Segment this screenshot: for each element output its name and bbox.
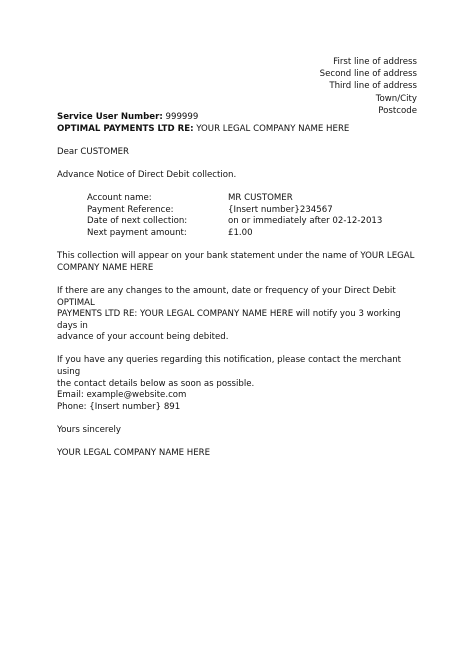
payment-details bbox=[87, 193, 419, 239]
paragraph-line: advance of your account being debited. bbox=[57, 332, 229, 343]
queries-paragraph bbox=[57, 355, 419, 413]
detail-row bbox=[87, 205, 419, 217]
changes-paragraph bbox=[57, 286, 419, 344]
paragraph-line: the contact details below as soon as possible. bbox=[57, 378, 255, 389]
address-line-3: Third line of address bbox=[329, 81, 417, 92]
re-company-name: YOUR LEGAL COMPANY NAME HERE bbox=[196, 123, 350, 134]
paragraph-line: This collection will appear on your bank statement under the name of YOUR LEGAL bbox=[57, 251, 415, 262]
service-user-number: 999999 bbox=[165, 112, 199, 122]
salutation: Dear CUSTOMER bbox=[57, 146, 130, 157]
detail-row bbox=[87, 193, 419, 205]
address-postcode: Postcode bbox=[378, 105, 417, 116]
paragraph-line: PAYMENTS LTD RE: YOUR LEGAL COMPANY NAME HERE will notify you 3 working days in bbox=[57, 309, 401, 331]
re-line bbox=[57, 124, 419, 136]
paragraph-line: If there are any changes to the amount, date or frequency of your Direct Debit OPTIMAL bbox=[57, 285, 396, 308]
address-line-2: Second line of address bbox=[319, 69, 417, 80]
detail-label: Payment Reference: bbox=[87, 204, 174, 215]
closing: Yours sincerely bbox=[57, 425, 121, 436]
letter-body bbox=[57, 112, 419, 460]
signature-company-name: YOUR LEGAL COMPANY NAME HERE bbox=[57, 448, 211, 459]
service-user-line bbox=[57, 112, 419, 124]
detail-value: £1.00 bbox=[228, 227, 253, 238]
notice-heading: Advance Notice of Direct Debit collection. bbox=[57, 169, 237, 180]
contact-phone: Phone: {Insert number} 891 bbox=[57, 401, 181, 412]
detail-label: Next payment amount: bbox=[87, 227, 187, 238]
recipient-address bbox=[320, 57, 417, 118]
detail-row bbox=[87, 228, 419, 240]
statement-paragraph bbox=[57, 251, 419, 274]
detail-row bbox=[87, 216, 419, 228]
detail-label: Date of next collection: bbox=[87, 216, 188, 227]
detail-value: on or immediately after 02-12-2013 bbox=[228, 216, 383, 227]
paragraph-line: COMPANY NAME HERE bbox=[57, 262, 154, 273]
detail-value: {Insert number}234567 bbox=[228, 204, 333, 215]
address-line-1: First line of address bbox=[333, 57, 417, 67]
paragraph-line: If you have any queries regarding this notification, please contact the merchant using bbox=[57, 355, 402, 378]
contact-email: Email: example@website.com bbox=[57, 390, 187, 401]
service-user-label: Service User Number: bbox=[57, 112, 163, 122]
detail-label: Account name: bbox=[87, 193, 152, 204]
re-label: OPTIMAL PAYMENTS LTD RE: bbox=[57, 123, 194, 134]
address-town: Town/City bbox=[375, 93, 417, 104]
detail-value: MR CUSTOMER bbox=[228, 193, 293, 204]
